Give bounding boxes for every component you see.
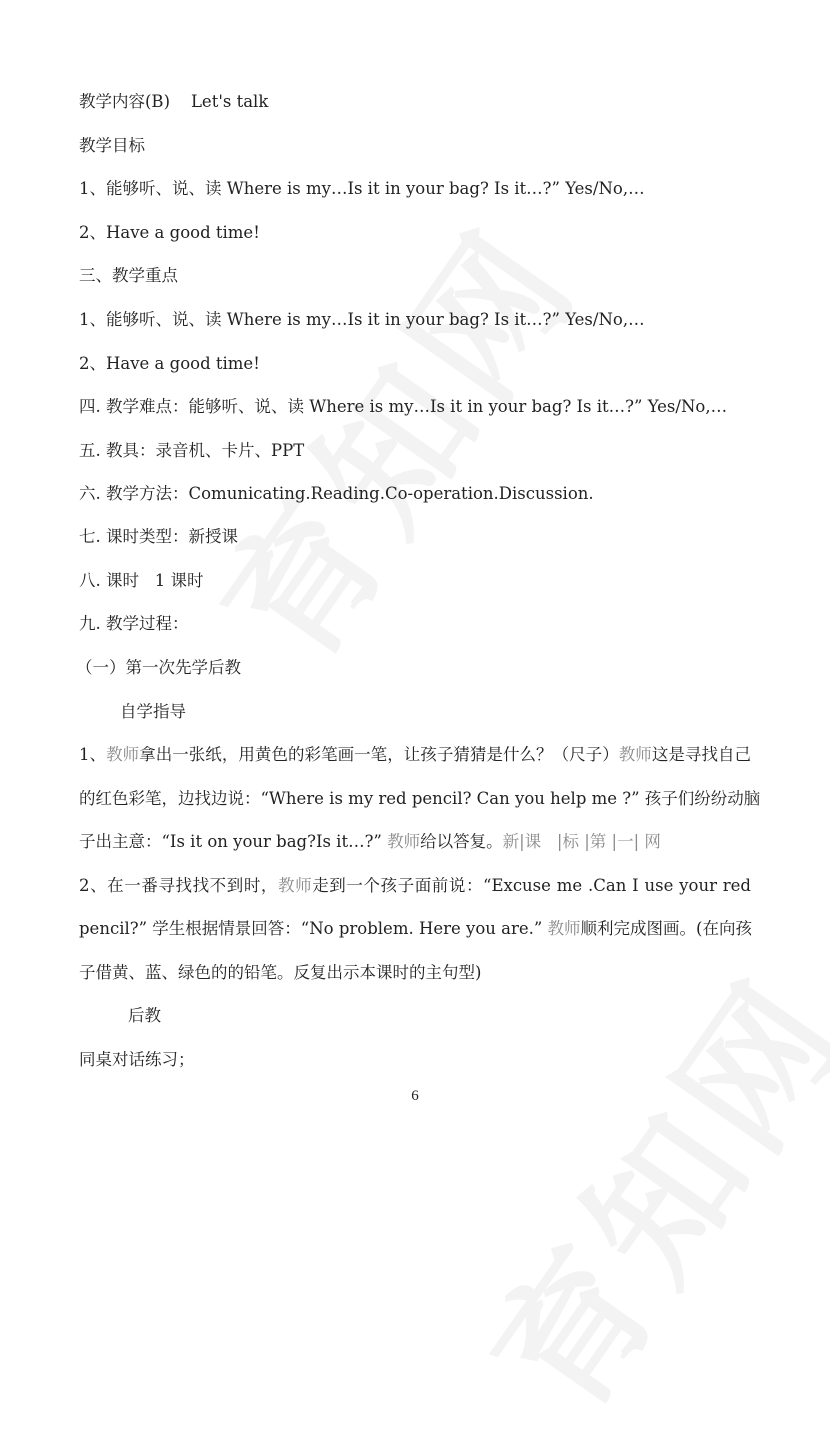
pair-practice-line: 同桌对话练习； <box>79 1050 195 1069</box>
text: 顺利完成图画。(在向孩 <box>580 919 752 938</box>
difficulties-line: 四. 教学难点：能够听、说、读 Where is my…Is it in your bag? Is it…?” Yes/No,… <box>79 397 728 416</box>
watermark <box>164 179 616 696</box>
text: 1、 <box>79 745 107 764</box>
text-teacher: 教师 <box>106 745 140 764</box>
section-one-heading: （一）第一次先学后教 <box>76 658 241 677</box>
self-study-heading: 自学指导 <box>120 702 186 721</box>
paragraph-1-line-3 <box>79 831 661 853</box>
text: 给以答复。 <box>420 832 503 851</box>
teaching-methods-line: 六. 教学方法：Comunicating.Reading.Co-operation.Discussion. <box>79 484 594 503</box>
text-teacher: 教师 <box>547 919 581 938</box>
page-number: 6 <box>411 1088 419 1104</box>
text-teacher: 教师 <box>387 832 421 851</box>
text: 拿出一张纸，用黄色的彩笔画一笔，让孩子猜猜是什么？（尺子） <box>139 745 619 764</box>
key-points-heading: 三、教学重点 <box>79 266 178 285</box>
key-point-item-1: 1、能够听、说、读 Where is my…Is it in your bag? Is it…?” Yes/No,… <box>79 310 645 329</box>
paragraph-1-line-2: 的红色彩笔，边找边说：“Where is my red pencil? Can you help me ?” 孩子们纷纷动脑 <box>79 789 761 808</box>
key-point-item-2: 2、Have a good time! <box>79 354 260 373</box>
teaching-content-heading: 教学内容(B) Let's talk <box>79 92 269 111</box>
source-mark: 新|课 |标 |第 |一| 网 <box>502 832 661 851</box>
text: 子出主意：“Is it on your bag?Is it…?” <box>79 832 388 851</box>
post-teaching-heading: 后教 <box>128 1006 161 1025</box>
watermark <box>434 929 830 1446</box>
text-teacher: 教师 <box>618 745 652 764</box>
text: 这是寻找自己 <box>651 745 752 764</box>
lesson-hours-line: 八. 课时 1 课时 <box>79 571 204 590</box>
text: 走到一个孩子面前说：“Excuse me .Can I use your red <box>312 876 751 895</box>
text: pencil?” 学生根据情景回答：“No problem. Here you are.” <box>79 919 548 938</box>
text-teacher: 教师 <box>278 876 313 895</box>
teaching-process-heading: 九. 教学过程： <box>79 614 189 633</box>
paragraph-2-line-3: 子借黄、蓝、绿色的的铅笔。反复出示本课时的主句型) <box>79 963 482 982</box>
goal-item-2: 2、Have a good time! <box>79 223 260 242</box>
teaching-aids-line: 五. 教具：录音机、卡片、PPT <box>79 441 305 460</box>
text: 2、在一番寻找找不到时， <box>79 876 279 895</box>
teaching-goals-heading: 教学目标 <box>79 136 145 155</box>
paragraph-2-line-1 <box>79 875 751 897</box>
lesson-type-line: 七. 课时类型：新授课 <box>79 527 238 546</box>
goal-item-1: 1、能够听、说、读 Where is my…Is it in your bag? Is it…?” Yes/No,… <box>79 179 645 198</box>
paragraph-2-line-2 <box>79 918 751 940</box>
paragraph-1-line-1 <box>79 744 751 766</box>
